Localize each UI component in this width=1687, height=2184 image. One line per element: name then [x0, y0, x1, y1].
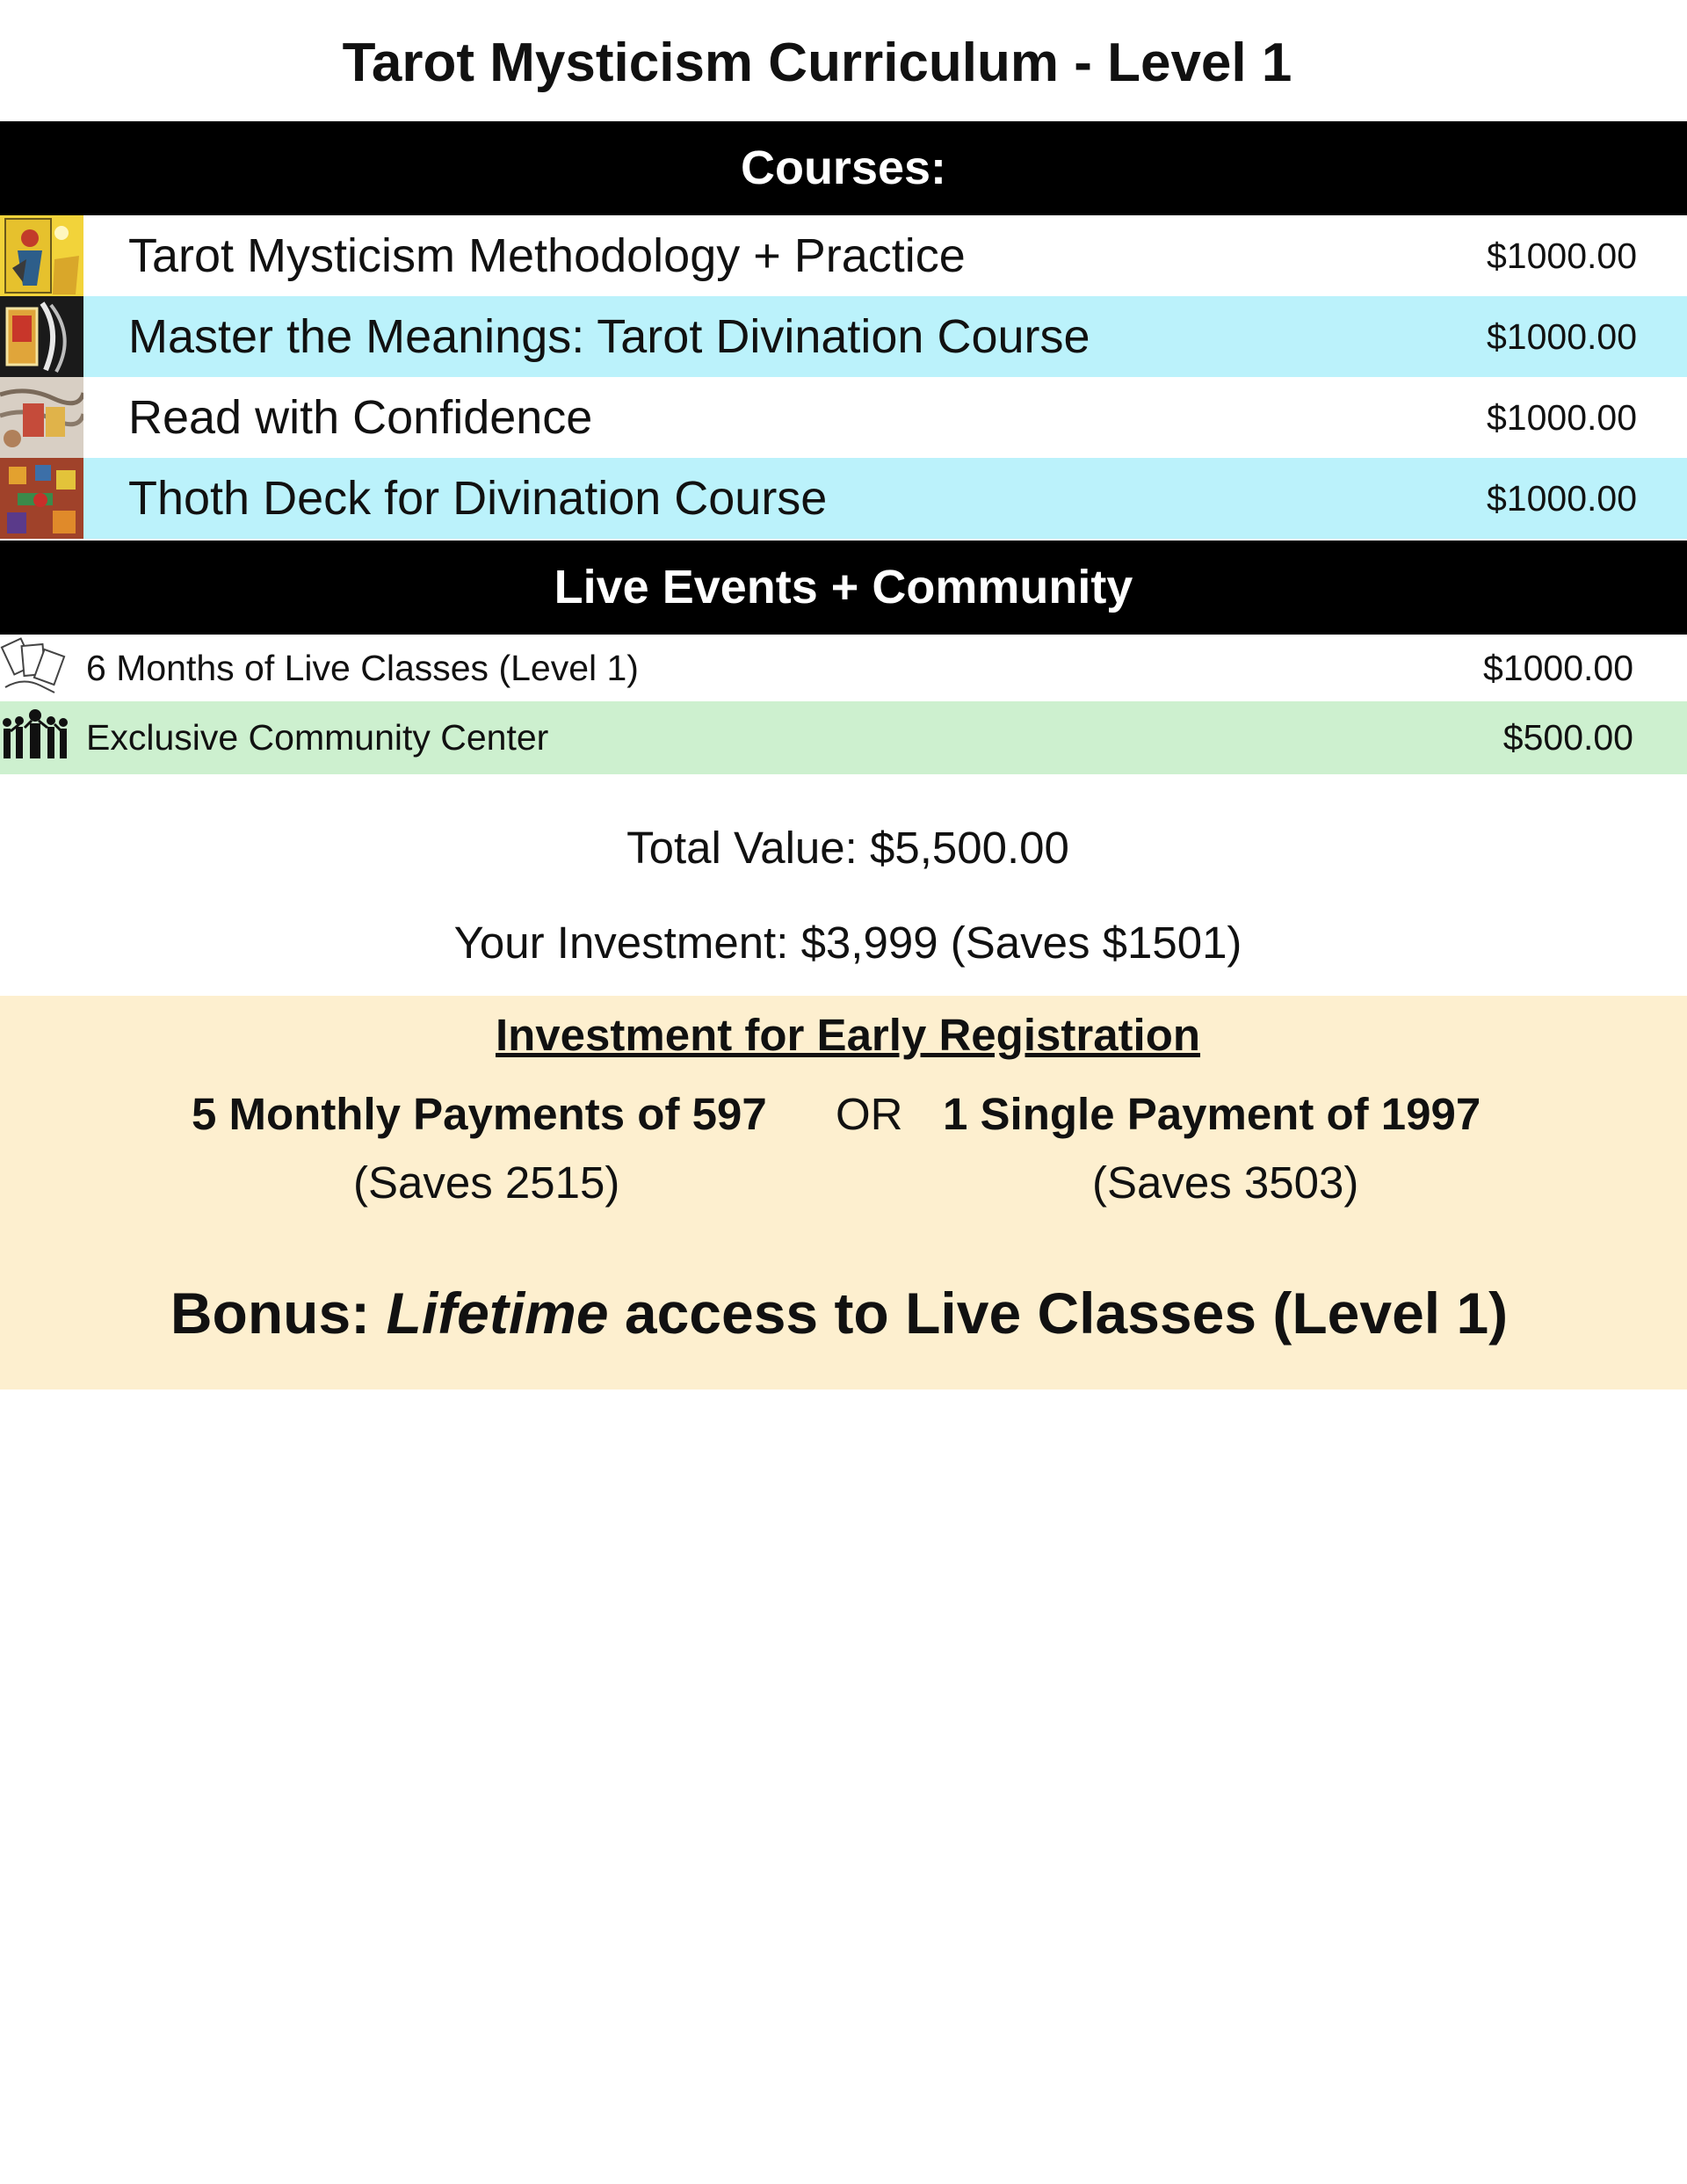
single-payment-option: 1 Single Payment of 1997 [943, 1089, 1481, 1139]
course-name: Master the Meanings: Tarot Divination Course [128, 310, 1090, 363]
tarot-card-thumbnail-icon [0, 215, 83, 296]
event-name: 6 Months of Live Classes (Level 1) [86, 648, 639, 688]
tarot-card-thumbnail-icon [0, 296, 83, 377]
bonus-line [0, 1273, 1678, 1353]
courses-header: Courses: [0, 121, 1687, 215]
course-name: Thoth Deck for Divination Course [128, 472, 828, 525]
offer-heading: Investment for Early Registration [495, 1010, 1201, 1060]
single-savings: (Saves 3503) [1092, 1157, 1359, 1208]
bonus-emphasis: Lifetime [386, 1281, 609, 1346]
course-price: $1000.00 [1486, 316, 1637, 357]
course-row [0, 215, 1687, 296]
people-group-icon [0, 701, 72, 774]
course-price: $1000.00 [1486, 236, 1637, 276]
thoth-card-thumbnail-icon [0, 458, 83, 539]
course-price: $1000.00 [1486, 478, 1637, 519]
event-price: $1000.00 [1482, 648, 1633, 688]
monthly-savings: (Saves 2515) [353, 1157, 620, 1208]
monthly-payment-option: 5 Monthly Payments of 597 [192, 1089, 767, 1139]
course-name: Tarot Mysticism Methodology + Practice [128, 229, 966, 282]
course-row [0, 458, 1687, 539]
event-row [0, 701, 1687, 774]
early-registration-offer [0, 996, 1687, 1389]
course-row [0, 377, 1687, 458]
live-events-header: Live Events + Community [0, 541, 1687, 635]
bonus-prefix: Bonus: [170, 1281, 387, 1346]
cards-hand-icon [0, 635, 70, 701]
bonus-suffix: access to Live Classes (Level 1) [608, 1281, 1509, 1346]
event-name: Exclusive Community Center [86, 717, 549, 758]
tarot-reading-thumbnail-icon [0, 377, 83, 458]
event-row [0, 635, 1687, 701]
your-investment: Your Investment: $3,999 (Saves $1501) [453, 918, 1242, 968]
total-value: Total Value: $5,500.00 [626, 823, 1069, 873]
event-price: $500.00 [1502, 717, 1633, 758]
page-title: Tarot Mysticism Curriculum - Level 1 [342, 33, 1292, 93]
course-row [0, 296, 1687, 377]
course-price: $1000.00 [1486, 397, 1637, 438]
course-name: Read with Confidence [128, 391, 593, 444]
or-separator: OR [836, 1089, 903, 1139]
